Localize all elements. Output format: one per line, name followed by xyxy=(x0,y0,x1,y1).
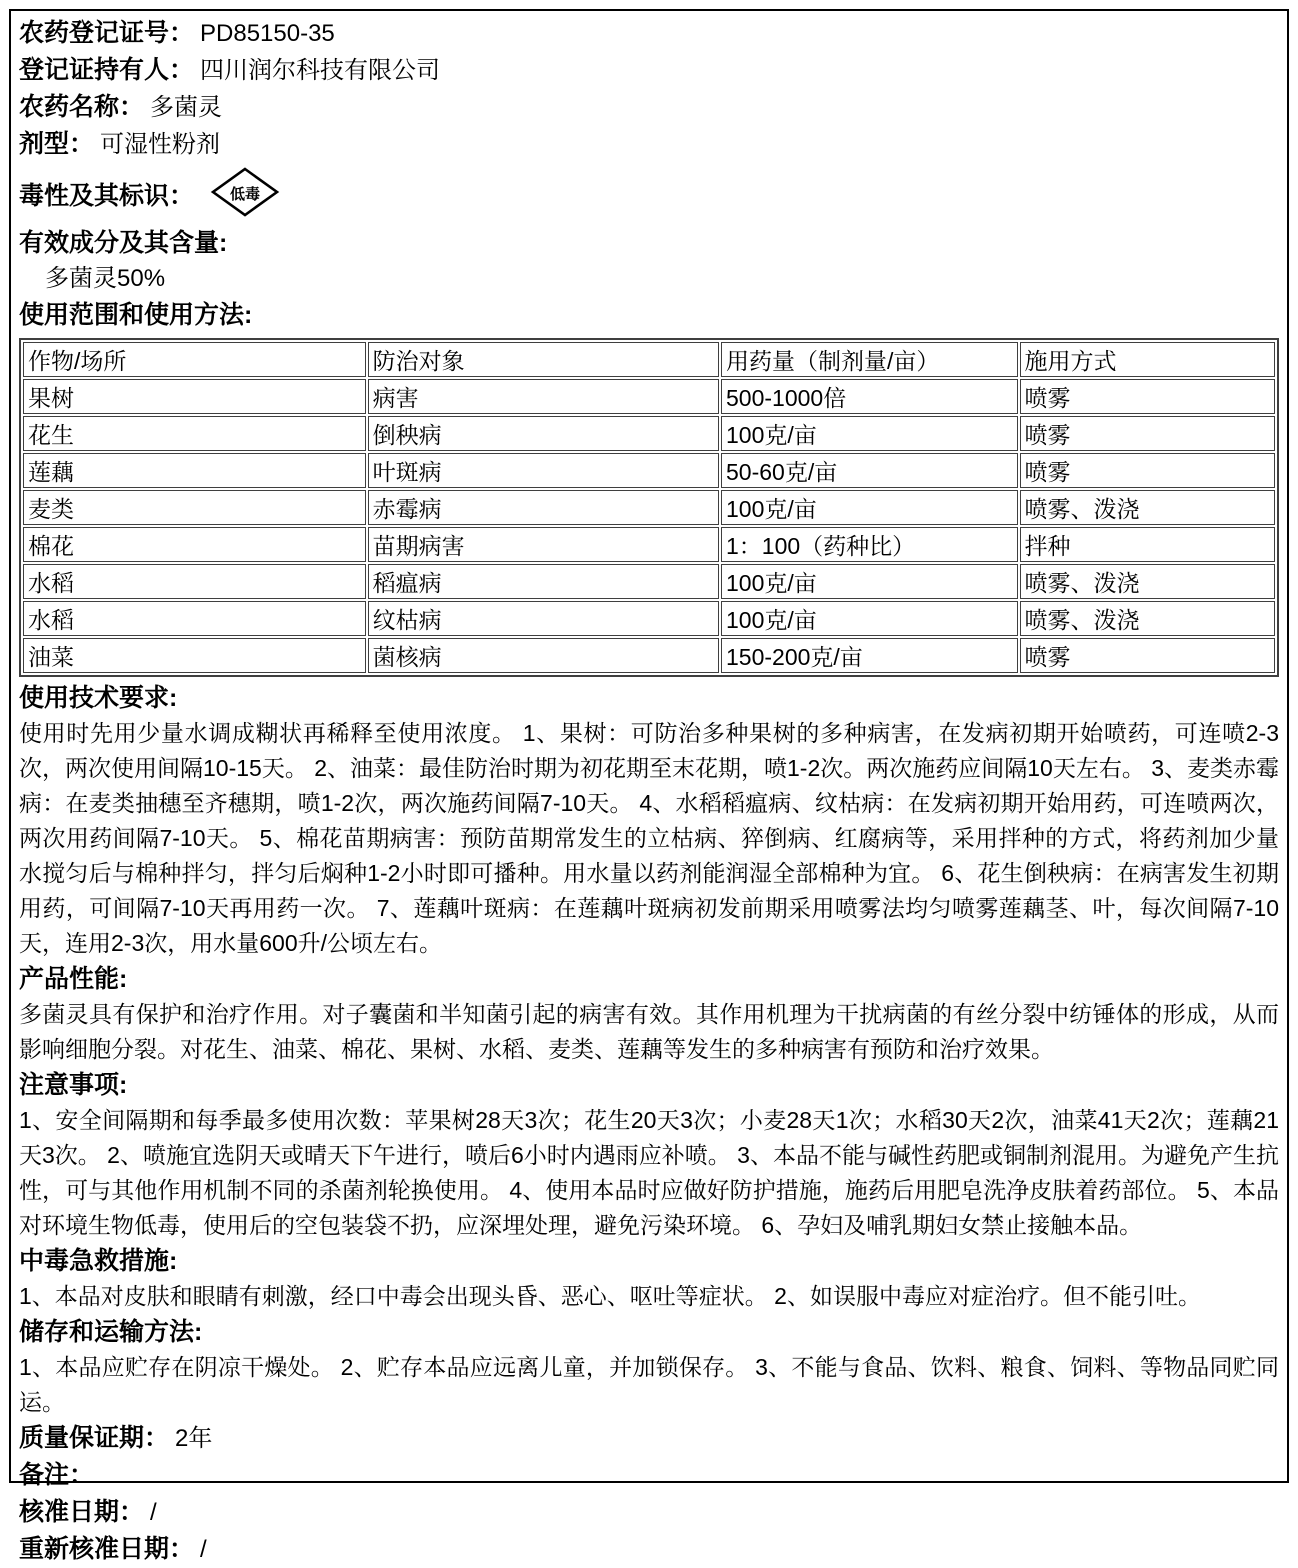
section-body: 1、本品应贮存在阴凉干燥处。 2、贮存本品应远离儿童，并加锁保存。 3、不能与食品、饮料、粮食、饲料、等物品同贮同运。 xyxy=(19,1354,1279,1415)
field-value: / xyxy=(150,1499,157,1526)
table-cell: 棉花 xyxy=(23,527,366,562)
field-value: 四川润尔科技有限公司 xyxy=(200,57,441,84)
table-cell: 喷雾、泼浇 xyxy=(1020,564,1275,599)
field-label: 剂型： xyxy=(19,130,95,158)
table-cell: 苗期病害 xyxy=(368,527,719,562)
field-label: 登记证持有人： xyxy=(19,56,195,84)
usage-table-header-row xyxy=(23,342,1275,377)
text-sections xyxy=(19,680,1279,1420)
field-label: 农药登记证号： xyxy=(19,19,195,47)
table-cell: 水稻 xyxy=(23,601,366,636)
info-field xyxy=(19,89,1279,126)
table-cell: 喷雾 xyxy=(1020,416,1275,451)
table-cell: 喷雾 xyxy=(1020,453,1275,488)
section-body: 1、安全间隔期和每季最多使用次数：苹果树28天3次；花生20天3次；小麦28天1次；水稻30天2次，油菜41天2次；莲藕21天3次。 2、喷施宜选阴天或晴天下午进行，喷后6小时内遇雨应补喷。 3、本品不能与碱性药肥或铜制剂混用。为避免产生抗性，可与其他作用机制不同的杀菌剂轮换使用。 4、使用本品时应做好防护措施，施药后用肥皂洗净皮肤着药部位。 5、本品对环境生物低毒，使用后的空包装袋不扔，应深埋处理，避免污染环境。 6、孕妇及哺乳期妇女禁止接触本品。 xyxy=(19,1107,1279,1238)
table-cell: 喷雾 xyxy=(1020,379,1275,414)
table-cell: 1：100（药种比） xyxy=(721,527,1018,562)
table-cell: 喷雾 xyxy=(1020,638,1275,673)
active-ingredient-value: 多菌灵50% xyxy=(45,265,166,292)
low-toxicity-badge-icon xyxy=(210,166,280,223)
table-cell: 果树 xyxy=(23,379,366,414)
table-cell: 拌种 xyxy=(1020,527,1275,562)
section-heading: 储存和运输方法: xyxy=(19,1318,203,1346)
toxicity-label: 毒性及其标识： xyxy=(19,182,195,210)
table-cell: 莲藕 xyxy=(23,453,366,488)
pesticide-label-document xyxy=(9,9,1289,1563)
table-cell: 赤霉病 xyxy=(368,490,719,525)
field-label: 备注： xyxy=(19,1461,95,1489)
field-value: 2年 xyxy=(175,1425,213,1452)
field-label: 重新核准日期： xyxy=(19,1535,195,1563)
text-section xyxy=(19,961,1279,1067)
table-column-header: 施用方式 xyxy=(1020,342,1275,377)
table-cell: 100克/亩 xyxy=(721,564,1018,599)
table-column-header: 用药量（制剂量/亩） xyxy=(721,342,1018,377)
table-column-header: 防治对象 xyxy=(368,342,719,377)
usage-table xyxy=(19,338,1279,677)
table-cell: 500-1000倍 xyxy=(721,379,1018,414)
info-field xyxy=(19,1531,1279,1568)
section-heading: 使用技术要求: xyxy=(19,684,178,712)
field-label: 质量保证期： xyxy=(19,1424,170,1452)
field-value: / xyxy=(200,1536,207,1563)
table-cell: 稻瘟病 xyxy=(368,564,719,599)
table-cell: 喷雾、泼浇 xyxy=(1020,601,1275,636)
field-label: 核准日期： xyxy=(19,1498,145,1526)
section-heading: 产品性能: xyxy=(19,965,128,993)
section-heading: 中毒急救措施: xyxy=(19,1247,178,1275)
text-section xyxy=(19,680,1279,961)
text-section xyxy=(19,1067,1279,1243)
field-value: 多菌灵 xyxy=(150,94,223,121)
info-field xyxy=(19,15,1279,52)
field-value: PD85150-35 xyxy=(200,20,335,47)
table-cell: 100克/亩 xyxy=(721,416,1018,451)
table-cell: 50-60克/亩 xyxy=(721,453,1018,488)
field-label: 农药名称： xyxy=(19,93,145,121)
field-value: 可湿性粉剂 xyxy=(100,131,221,158)
table-cell: 喷雾、泼浇 xyxy=(1020,490,1275,525)
table-row xyxy=(23,564,1275,599)
table-cell: 油菜 xyxy=(23,638,366,673)
section-body: 使用时先用少量水调成糊状再稀释至使用浓度。 1、果树：可防治多种果树的多种病害，在发病初期开始喷药，可连喷2-3次，两次使用间隔10-15天。 2、油菜：最佳防治时期为初花期至末花期，喷1-2次。两次施药应间隔10天左右。 3、麦类赤霉病：在麦类抽穗至齐穗期，喷1-2次，两次施药间隔7-10天。 4、水稻稻瘟病、纹枯病：在发病初期开始用药，可连喷两次，两次用药间隔7-10天。 5、棉花苗期病害：预防苗期常发生的立枯病、猝倒病、红腐病等，采用拌种的方式，将药剂加少量水搅匀后与棉种拌匀，拌匀后焖种1-2小时即可播种。用水量以药剂能润湿全部棉种为宜。 6、花生倒秧病：在病害发生初期用药，可间隔7-10天再用药一次。 7、莲藕叶斑病：在莲藕叶斑病初发前期采用喷雾法均匀喷雾莲藕茎、叶，每次间隔7-10天，连用2-3次，用水量600升/公顷左右。 xyxy=(19,720,1280,956)
field-value xyxy=(94,1462,100,1489)
section-heading: 注意事项: xyxy=(19,1071,128,1099)
text-section xyxy=(19,1314,1279,1420)
info-field xyxy=(19,1494,1279,1531)
text-section xyxy=(19,1243,1279,1314)
table-row xyxy=(23,453,1275,488)
info-field xyxy=(19,52,1279,89)
table-cell: 菌核病 xyxy=(368,638,719,673)
registration-info xyxy=(19,15,1279,163)
section-body: 多菌灵具有保护和治疗作用。对子囊菌和半知菌引起的病害有效。其作用机理为干扰病菌的有丝分裂中纺锤体的形成，从而影响细胞分裂。对花生、油菜、棉花、果树、水稻、麦类、莲藕等发生的多种病害有预防和治疗效果。 xyxy=(19,1001,1279,1062)
info-field xyxy=(19,126,1279,163)
section-body: 1、本品对皮肤和眼睛有刺激，经口中毒会出现头昏、恶心、呕吐等症状。 2、如误服中毒应对症治疗。但不能引吐。 xyxy=(19,1283,1201,1309)
table-column-header: 作物/场所 xyxy=(23,342,366,377)
table-row xyxy=(23,527,1275,562)
table-row xyxy=(23,601,1275,636)
table-cell: 病害 xyxy=(368,379,719,414)
footer-info xyxy=(19,1420,1279,1568)
table-row xyxy=(23,490,1275,525)
table-cell: 叶斑病 xyxy=(368,453,719,488)
table-row xyxy=(23,416,1275,451)
usage-table-heading: 使用范围和使用方法: xyxy=(19,301,253,329)
table-row xyxy=(23,379,1275,414)
table-cell: 100克/亩 xyxy=(721,601,1018,636)
low-toxicity-badge-text: 低毒 xyxy=(230,185,261,203)
active-ingredient-heading: 有效成分及其含量: xyxy=(19,229,228,257)
table-cell: 花生 xyxy=(23,416,366,451)
table-cell: 水稻 xyxy=(23,564,366,599)
table-cell: 100克/亩 xyxy=(721,490,1018,525)
table-cell: 倒秧病 xyxy=(368,416,719,451)
table-row xyxy=(23,638,1275,673)
table-cell: 麦类 xyxy=(23,490,366,525)
info-field xyxy=(19,1420,1279,1457)
table-cell: 纹枯病 xyxy=(368,601,719,636)
info-field xyxy=(19,1457,1279,1494)
toxicity-row xyxy=(19,163,1279,225)
table-cell: 150-200克/亩 xyxy=(721,638,1018,673)
